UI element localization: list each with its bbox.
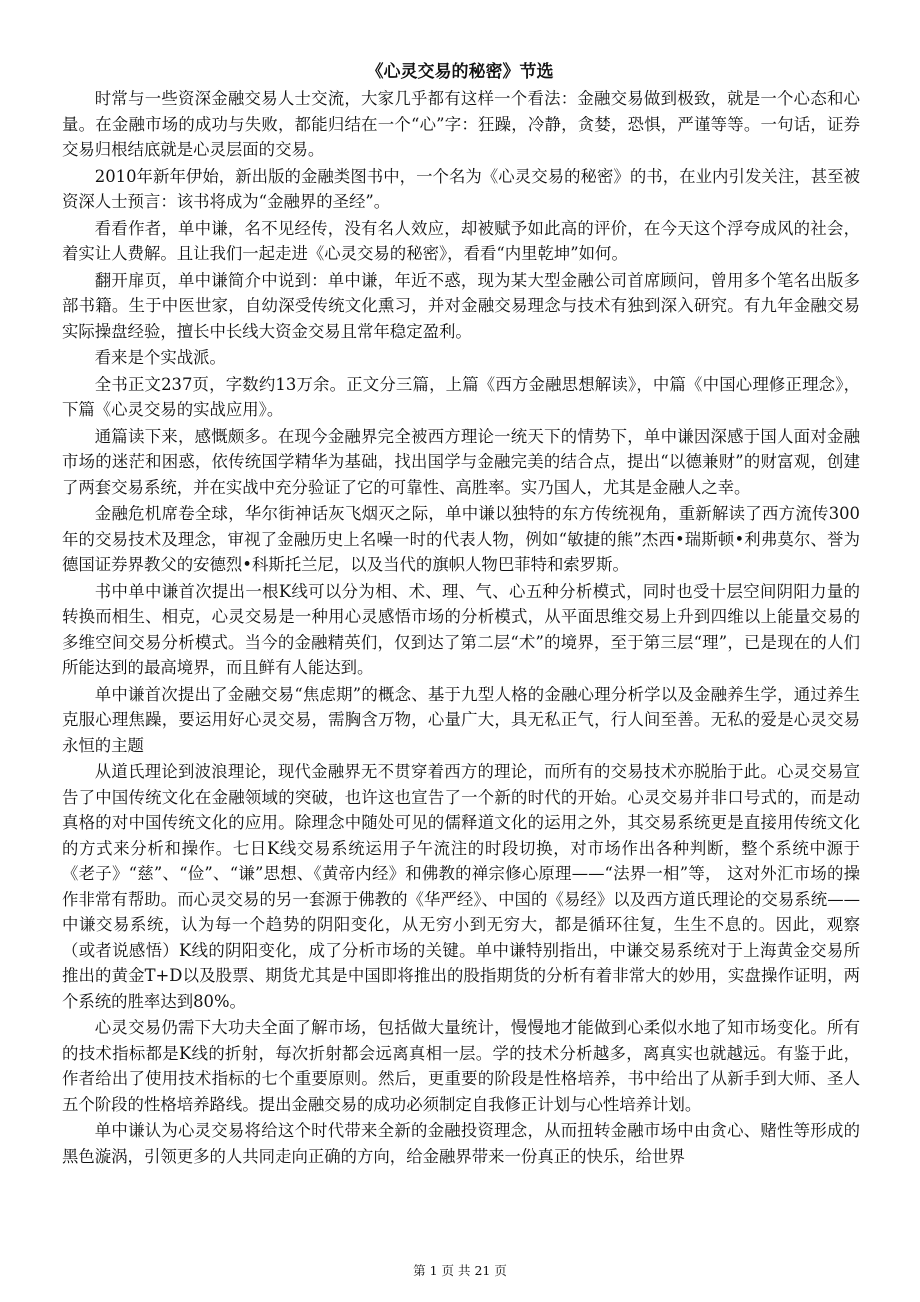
paragraph: 心灵交易仍需下大功夫全面了解市场，包括做大量统计，慢慢地才能做到心柔似水地了知市场变化。所有的技术指标都是K线的折射，每次折射都会远离真相一层。学的技术分析越多，离真实也就越远。有鉴于此，作者给出了使用技术指标的七个重要原则。然后，更重要的阶段是性格培养，书中给出了从新手到大师、圣人五个阶段的性格培养路线。提出金融交易的成功必须制定自我修正计划与心性培养计划。 [62,1018,860,1114]
paragraph: 通篇读下来，感慨颇多。在现今金融界完全被西方理论一统天下的情势下，单中谦因深感于国人面对金融市场的迷茫和困惑，依传统国学精华为基础，找出国学与金融完美的结合点，提出“以德兼财”的财富观，创建了两套交易系统，并在实战中充分验证了它的可靠性、高胜率。实乃国人，尤其是金融人之幸。 [62,426,860,497]
document-title: 《心灵交易的秘密》节选 [366,62,554,82]
paragraph: 2010年新年伊始，新出版的金融类图书中，一个名为《心灵交易的秘密》的书，在业内引发关注，甚至被资深人士预言：该书将成为“金融界的圣经”。 [62,166,860,211]
paragraph: 翻开扉页，单中谦简介中说到：单中谦，年近不惑，现为某大型金融公司首席顾问，曾用多个笔名出版多部书籍。生于中医世家，自幼深受传统文化熏习，并对金融交易理念与技术有独到深入研究。有九年金融交易实际操盘经验，擅长中长线大资金交易且常年稳定盈利。 [62,270,860,341]
page-footer: 第 1 页 共 21 页 [413,1263,507,1278]
paragraph: 从道氏理论到波浪理论，现代金融界无不贯穿着西方的理论，而所有的交易技术亦脱胎于此。心灵交易宣告了中国传统文化在金融领域的突破，也许这也宣告了一个新的时代的开始。心灵交易并非口号式的，而是动真格的对中国传统文化的应用。除理念中随处可见的儒释道文化的运用之外，其交易系统更是直接用传统文化的方式来分析和操作。七日K线交易系统运用子午流注的时段切换，对市场作出各种判断，整个系统中源于《老子》“慈”、“俭”、“谦”思想、《黄帝内经》和佛教的禅宗修心原理——“法界一相”等， 这对外汇市场的操作非常有帮助。而心灵交易的另一套源于佛教的《华严经》、中国的《易经》以及西方道氏理论的交易系统——中谦交易系统，认为每一个趋势的阴阳变化，从无穷小到无穷大，都是循环往复，生生不息的。因此，观察（或者说感悟）K线的阴阳变化，成了分析市场的关键。单中谦特别指出，中谦交易系统对于上海黄金交易所推出的黄金T+D以及股票、期货尤其是中国即将推出的股指期货的分析有着非常大的妙用，实盘操作证明，两个系统的胜率达到80%。 [62,762,860,1011]
paragraph: 金融危机席卷全球，华尔街神话灰飞烟灭之际，单中谦以独特的东方传统视角，重新解读了西方流传300年的交易技术及理念，审视了金融历史上名噪一时的代表人物，例如“敏捷的熊”杰西•瑞斯顿•利弗莫尔、誉为德国证券界教父的安德烈•科斯托兰尼，以及当代的旗帜人物巴菲特和索罗斯。 [62,504,860,574]
paragraph: 时常与一些资深金融交易人士交流，大家几乎都有这样一个看法：金融交易做到极致，就是一个心态和心量。在金融市场的成功与失败，都能归结在一个“心”字：狂躁，冷静，贪婪，恐惧，严谨等等。一句话，证券交易归根结底就是心灵层面的交易。 [62,89,860,159]
document-body [62,86,860,1170]
paragraph: 看来是个实战派。 [94,348,226,367]
paragraph: 单中谦首次提出了金融交易“焦虑期”的概念、基于九型人格的金融心理分析学以及金融养生学，通过养生克服心理焦躁，要运用好心灵交易，需胸含万物，心量广大，具无私正气，行人间至善。无私的爱是心灵交易永恒的主题 [62,684,860,755]
paragraph: 单中谦认为心灵交易将给这个时代带来全新的金融投资理念，从而扭转金融市场中由贪心、赌性等形成的黑色漩涡，引领更多的人共同走向正确的方向，给金融界带来一份真正的快乐，给世界 [62,1121,860,1166]
paragraph: 书中单中谦首次提出一根K线可以分为相、术、理、气、心五种分析模式，同时也受十层空间阴阳力量的转换而相生、相克，心灵交易是一种用心灵感悟市场的分析模式，从平面思维交易上升到四维以上能量交易的多维空间交易分析模式。当今的金融精英们，仅到达了第二层“术”的境界，至于第三层“理”，已是现在的人们所能达到的最高境界，而且鲜有人能达到。 [62,581,860,677]
paragraph: 全书正文237页，字数约13万余。正文分三篇，上篇《西方金融思想解读》，中篇《中国心理修正理念》，下篇《心灵交易的实战应用》。 [62,374,860,419]
paragraph: 看看作者，单中谦，名不见经传，没有名人效应，却被赋予如此高的评价，在今天这个浮夸成风的社会，着实让人费解。且让我们一起走进《心灵交易的秘密》，看看“内里乾坤”如何。 [62,218,860,263]
